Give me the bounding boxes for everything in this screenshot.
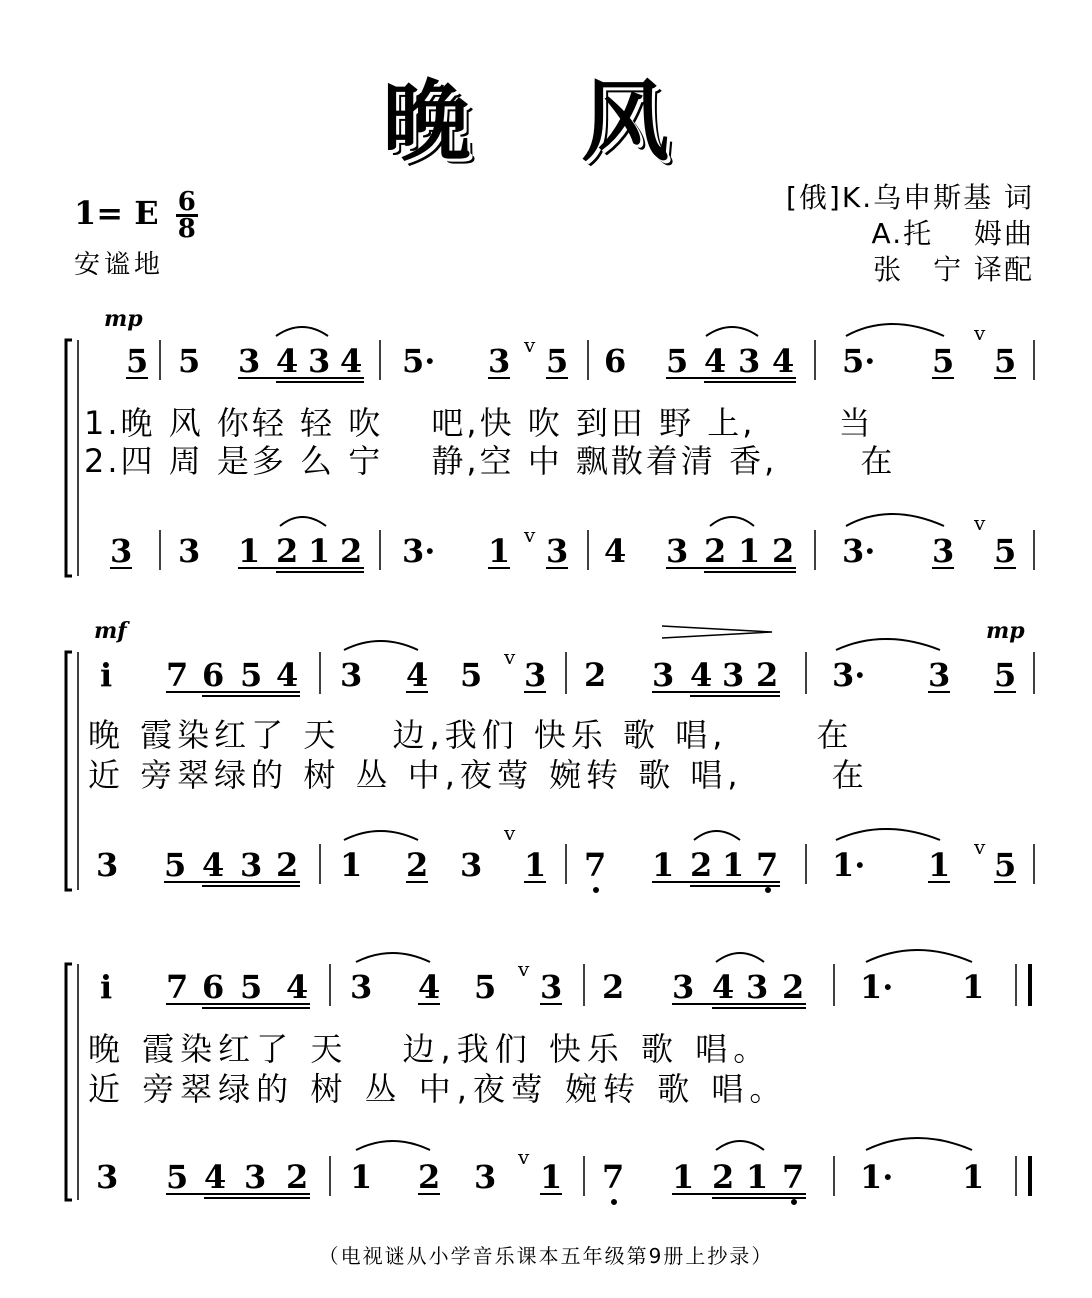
svg-text:2: 2 [276, 532, 299, 570]
svg-text:3: 3 [488, 342, 511, 380]
lyrics-s2-verse2: 近 旁翠绿的 树 丛 中,夜莺 婉转 歌 唱, 在 [88, 756, 869, 794]
svg-text:2: 2 [756, 656, 779, 694]
svg-text:2: 2 [340, 532, 363, 570]
svg-text:1: 1 [540, 1158, 563, 1196]
svg-text:4: 4 [202, 846, 225, 884]
time-top: 6 [177, 187, 196, 217]
svg-text:4: 4 [276, 342, 299, 380]
system1-bracket [66, 340, 72, 576]
svg-text:5: 5 [166, 1158, 189, 1196]
svg-text:v: v [518, 1145, 530, 1169]
svg-text:3: 3 [932, 532, 955, 570]
svg-text:4: 4 [204, 1158, 227, 1196]
svg-text:3: 3 [746, 968, 769, 1006]
svg-text:2: 2 [276, 846, 299, 884]
translator-credit: 张 宁 译配 [873, 253, 1034, 286]
svg-text:4: 4 [604, 532, 627, 570]
svg-text:2: 2 [782, 968, 805, 1006]
notes-system3-lower [96, 1158, 984, 1196]
svg-text:2: 2 [690, 846, 713, 884]
svg-text:5: 5 [164, 846, 187, 884]
svg-text:5: 5 [994, 656, 1017, 694]
svg-text:3·: 3· [842, 532, 876, 570]
svg-text:3: 3 [666, 532, 689, 570]
svg-text:v: v [504, 645, 516, 669]
svg-text:5: 5 [994, 342, 1017, 380]
svg-text:4: 4 [406, 656, 429, 694]
svg-text:v: v [974, 835, 986, 859]
svg-text:4: 4 [704, 342, 727, 380]
svg-text:4: 4 [690, 656, 713, 694]
svg-text:5: 5 [932, 342, 955, 380]
key-label: 1= E [74, 194, 159, 232]
svg-text:3: 3 [96, 846, 119, 884]
svg-text:5: 5 [994, 846, 1017, 884]
notes-system2-upper [100, 656, 1016, 694]
source-note: （电视谜从小学音乐课本五年级第9册上抄录） [318, 1244, 774, 1268]
svg-text:2: 2 [406, 846, 429, 884]
notes-system3-upper [100, 968, 984, 1006]
svg-text:3: 3 [672, 968, 695, 1006]
svg-text:1: 1 [672, 1158, 695, 1196]
svg-text:v: v [974, 321, 986, 345]
lyrics-s3-verse2: 近 旁翠绿的 树 丛 中,夜莺 婉转 歌 唱。 [88, 1070, 788, 1108]
svg-text:1: 1 [488, 532, 511, 570]
svg-text:3: 3 [96, 1158, 119, 1196]
svg-text:v: v [524, 523, 536, 547]
svg-text:1: 1 [652, 846, 675, 884]
song-title: 晚 风 [382, 70, 710, 173]
svg-text:3: 3 [524, 656, 547, 694]
svg-text:3: 3 [238, 342, 261, 380]
lyrics-s3-verse1: 晚 霞染红了 天 边,我们 快乐 歌 唱。 [88, 1030, 772, 1068]
svg-text:2: 2 [584, 656, 607, 694]
composer-credit: A.托 姆曲 [871, 217, 1034, 250]
dynamic-mf: mf [94, 618, 127, 644]
svg-text:5: 5 [474, 968, 497, 1006]
svg-text:3: 3 [460, 846, 483, 884]
svg-text:1: 1 [928, 846, 951, 884]
svg-text:2: 2 [704, 532, 727, 570]
svg-text:4: 4 [286, 968, 309, 1006]
svg-text:6: 6 [604, 342, 627, 380]
svg-text:1: 1 [238, 532, 261, 570]
notes-system1-lower [110, 532, 1016, 570]
svg-text:7: 7 [756, 846, 779, 884]
dynamic-mp-2: mp [986, 618, 1025, 644]
lyrics-s2-verse1: 晚 霞染红了 天 边,我们 快乐 歌 唱, 在 [88, 716, 854, 754]
svg-text:4: 4 [340, 342, 363, 380]
svg-text:3: 3 [738, 342, 761, 380]
tempo-marking: 安谧地 [74, 250, 165, 280]
svg-text:5: 5 [240, 968, 263, 1006]
svg-text:2: 2 [602, 968, 625, 1006]
lyrics-s1-verse1: 1.晚 风 你轻 轻 吹 吧,快 吹 到田 野 上, 当 [84, 404, 874, 442]
svg-text:5: 5 [666, 342, 689, 380]
system2-bracket [66, 652, 72, 890]
svg-text:3·: 3· [402, 532, 436, 570]
svg-text:7: 7 [166, 656, 189, 694]
svg-text:v: v [524, 333, 536, 357]
svg-text:3: 3 [474, 1158, 497, 1196]
svg-text:v: v [504, 821, 516, 845]
svg-text:5: 5 [460, 656, 483, 694]
notes-system1-upper [126, 342, 1016, 380]
svg-text:3: 3 [546, 532, 569, 570]
dynamic-mp-1: mp [104, 306, 143, 332]
svg-text:1: 1 [524, 846, 547, 884]
svg-text:4: 4 [276, 656, 299, 694]
svg-text:7: 7 [166, 968, 189, 1006]
svg-text:6: 6 [202, 968, 225, 1006]
svg-text:4: 4 [712, 968, 735, 1006]
svg-text:5: 5 [178, 342, 201, 380]
lyricist-credit: [俄]K.乌申斯基 词 [785, 181, 1034, 214]
notes-system2-lower [96, 846, 1016, 884]
svg-text:3·: 3· [832, 656, 866, 694]
svg-text:1: 1 [746, 1158, 769, 1196]
svg-text:3: 3 [928, 656, 951, 694]
time-bottom: 8 [177, 214, 196, 244]
svg-text:1·: 1· [860, 968, 894, 1006]
svg-text:1: 1 [340, 846, 363, 884]
svg-text:5: 5 [126, 342, 149, 380]
svg-text:1·: 1· [832, 846, 866, 884]
svg-text:7: 7 [602, 1158, 625, 1196]
svg-text:3: 3 [110, 532, 133, 570]
svg-text:1: 1 [350, 1158, 373, 1196]
svg-text:3: 3 [722, 656, 745, 694]
svg-text:7: 7 [584, 846, 607, 884]
svg-text:3: 3 [652, 656, 675, 694]
svg-text:2: 2 [772, 532, 795, 570]
svg-text:3: 3 [240, 846, 263, 884]
svg-text:1: 1 [722, 846, 745, 884]
svg-text:5·: 5· [402, 342, 436, 380]
svg-text:3: 3 [340, 656, 363, 694]
svg-text:3: 3 [350, 968, 373, 1006]
svg-text:5: 5 [240, 656, 263, 694]
system3-bracket [66, 964, 72, 1200]
svg-text:i: i [100, 968, 113, 1006]
svg-text:i: i [100, 656, 113, 694]
svg-text:2: 2 [712, 1158, 735, 1196]
svg-text:4: 4 [418, 968, 441, 1006]
svg-text:3: 3 [308, 342, 331, 380]
svg-text:v: v [974, 511, 986, 535]
svg-text:6: 6 [202, 656, 225, 694]
svg-text:1: 1 [308, 532, 331, 570]
svg-text:3: 3 [178, 532, 201, 570]
svg-text:1: 1 [962, 1158, 985, 1196]
svg-text:2: 2 [418, 1158, 441, 1196]
svg-text:4: 4 [772, 342, 795, 380]
svg-text:1·: 1· [860, 1158, 894, 1196]
svg-text:1: 1 [962, 968, 985, 1006]
svg-text:3: 3 [244, 1158, 267, 1196]
svg-text:7: 7 [782, 1158, 805, 1196]
decrescendo-hairpin [662, 626, 772, 638]
svg-text:5: 5 [546, 342, 569, 380]
svg-text:5·: 5· [842, 342, 876, 380]
svg-text:5: 5 [994, 532, 1017, 570]
svg-text:1: 1 [738, 532, 761, 570]
lyrics-s1-verse2: 2.四 周 是多 么 宁 静,空 中 飘散着清 香, 在 [84, 442, 896, 480]
svg-text:2: 2 [286, 1158, 309, 1196]
svg-text:3: 3 [540, 968, 563, 1006]
svg-text:v: v [518, 957, 530, 981]
